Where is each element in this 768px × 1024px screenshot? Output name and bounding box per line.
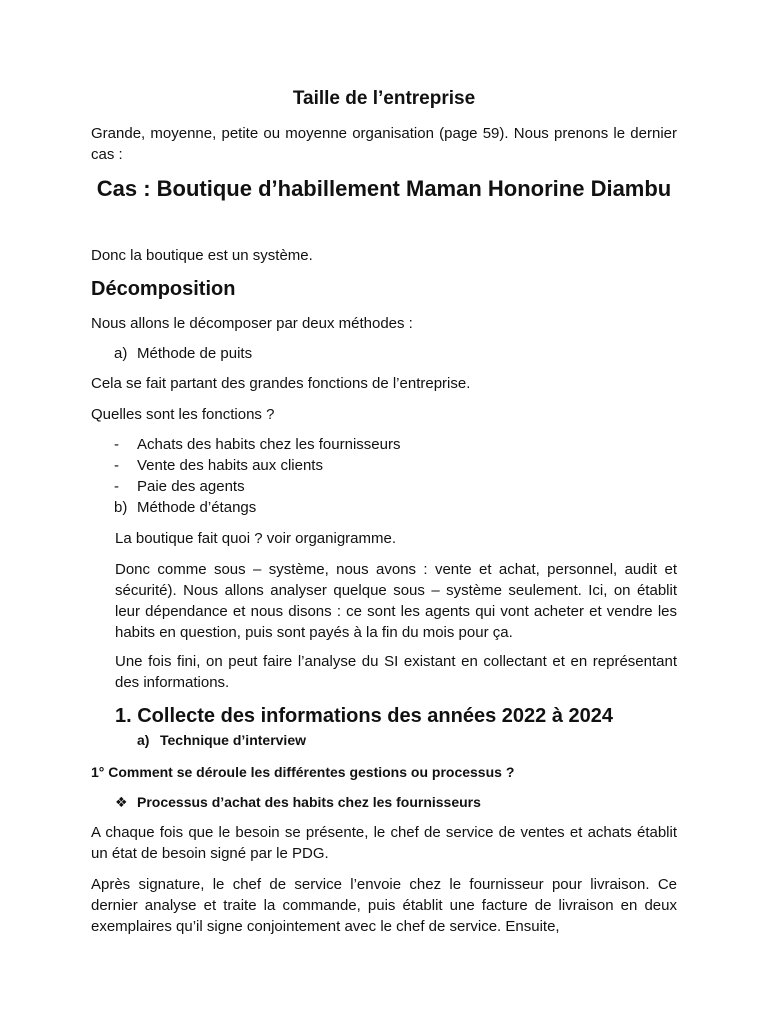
case-title: Cas : Boutique d’habillement Maman Honorine Diambu	[96, 176, 672, 201]
list-marker: a)	[114, 345, 128, 362]
list-item-text: Méthode d’étangs	[137, 499, 257, 516]
list-item-text: Achats des habits chez les fournisseurs	[137, 436, 401, 453]
subheading-interview	[91, 731, 677, 750]
list-item-text: Processus d’achat des habits chez les fournisseurs	[137, 794, 481, 810]
process-purchase-item	[91, 792, 677, 812]
paragraph-need: A chaque fois que le besoin se présente, le chef de service de ventes et achats établit un état de besoin signé par le PDG.	[91, 824, 677, 862]
list-marker: -	[114, 436, 119, 453]
list-marker: a)	[137, 732, 150, 748]
list-marker: -	[114, 478, 119, 495]
list-marker: b)	[114, 499, 128, 516]
paragraph-signature: Après signature, le chef de service l’envoie chez le fournisseur pour livraison. Ce dernier analyse et traite la commande, puis établit une facture de livraison en deux exemplaires qu’il signe conjointement avec le chef de service. Ensuite,	[91, 876, 677, 935]
section-title: Taille de l’entreprise	[292, 88, 476, 109]
list-marker: -	[114, 457, 119, 474]
list-item-text: Méthode de puits	[137, 345, 253, 362]
heading-collect: 1. Collecte des informations des années 2022 à 2024	[115, 705, 614, 727]
paragraph-subsystems: Donc comme sous – système, nous avons : vente et achat, personnel, audit et sécurité). Nous allons analyser quelque sous – système seulement. Ici, on établit leur dépendance et nous disons : ce sont les agents qui vont acheter et vendre les habits en question, puis sont payés à la fin du mois pour ça.	[115, 561, 677, 641]
paragraph-analysis: Une fois fini, on peut faire l’analyse du SI existant en collectant et en représentant des informations.	[115, 653, 677, 691]
paragraph-methods: Nous allons le décomposer par deux méthodes :	[91, 315, 413, 332]
list-item-text: Paie des agents	[137, 478, 245, 495]
question-functions: Quelles sont les fonctions ?	[91, 406, 275, 423]
paragraph-functions-intro: Cela se fait partant des grandes fonctions de l’entreprise.	[91, 375, 471, 392]
list-item	[91, 434, 677, 455]
method-b-item	[91, 497, 677, 518]
question-process: 1° Comment se déroule les différentes gestions ou processus ?	[91, 764, 515, 780]
list-item	[91, 455, 677, 476]
diamond-bullet-icon: ❖	[115, 794, 128, 810]
paragraph-system: Donc la boutique est un système.	[91, 247, 313, 264]
list-item-text: Technique d’interview	[160, 732, 306, 748]
decomposition-heading: Décomposition	[91, 278, 236, 300]
list-item-text: Vente des habits aux clients	[137, 457, 323, 474]
paragraph-organigram: La boutique fait quoi ? voir organigramme.	[115, 530, 397, 547]
paragraph-intro: Grande, moyenne, petite ou moyenne organisation (page 59). Nous prenons le dernier cas :	[91, 125, 677, 163]
list-item	[91, 476, 677, 497]
